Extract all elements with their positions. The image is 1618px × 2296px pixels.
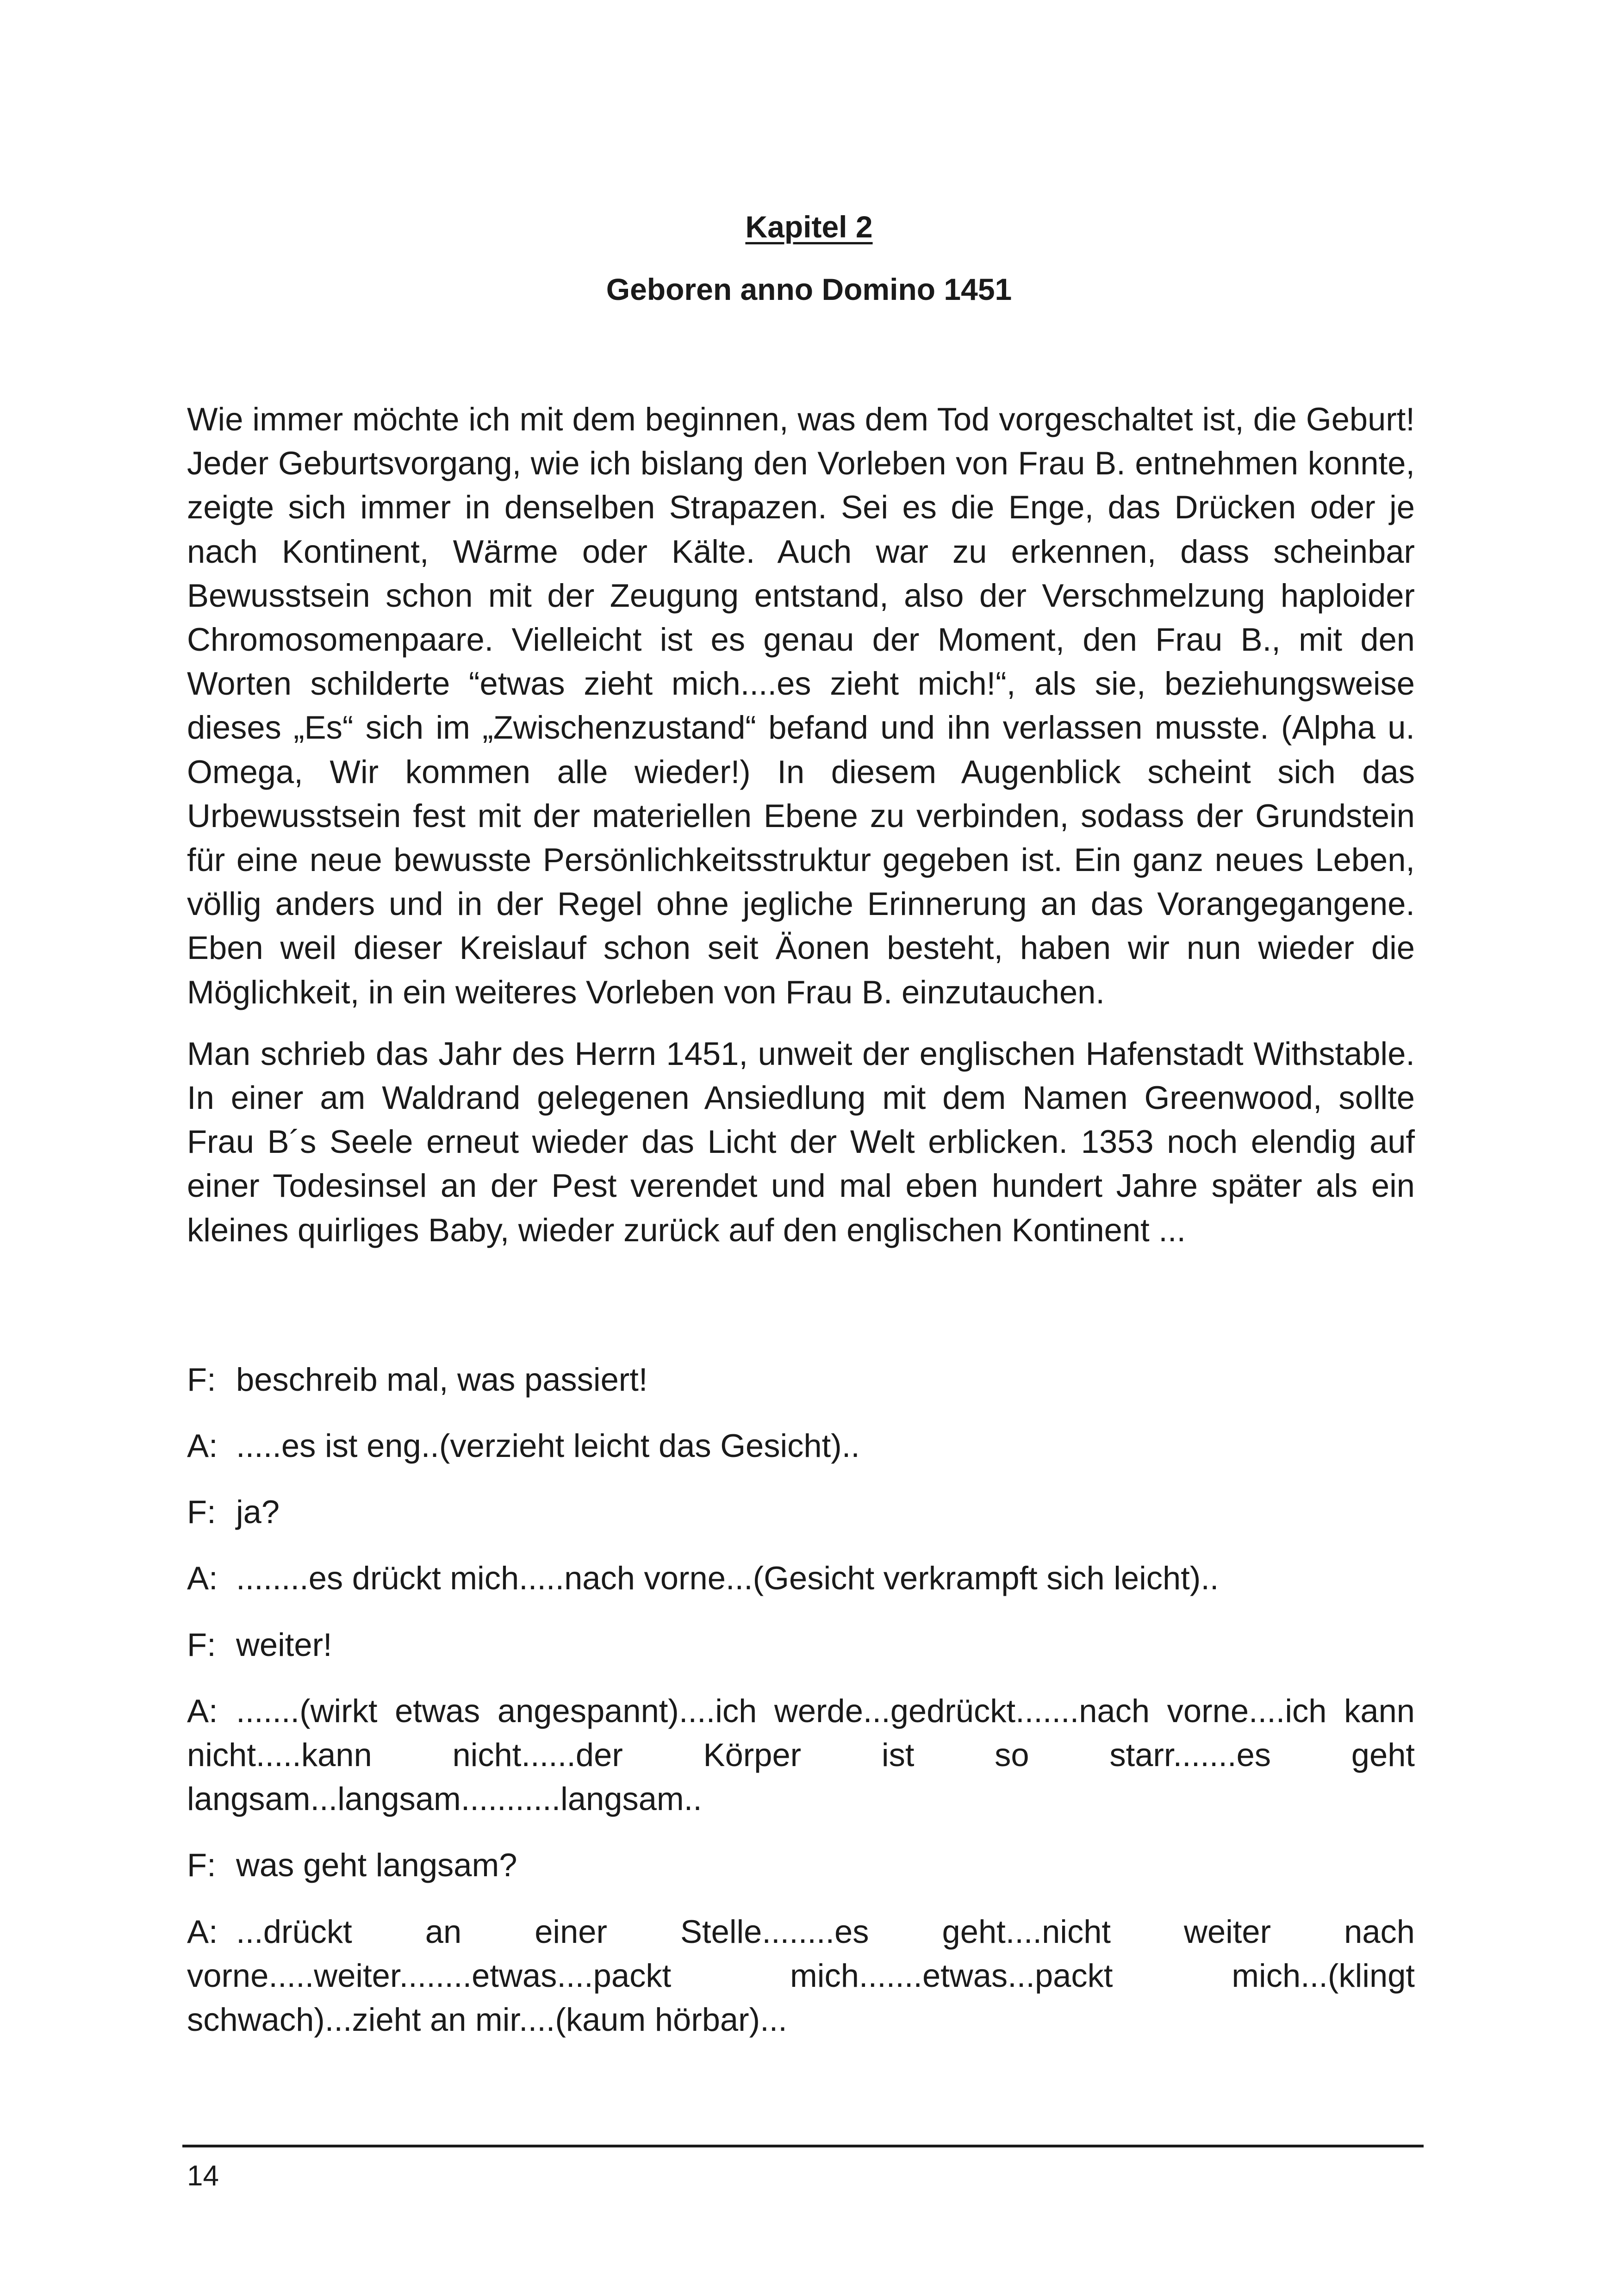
speaker-label: F: (187, 1493, 216, 1531)
dialogue-line (187, 1424, 1415, 1468)
speaker-label: F: (187, 1361, 216, 1398)
dialogue-line (187, 1689, 1415, 1821)
paragraph: Man schrieb das Jahr des Herrn 1451, unweit der englischen Hafenstadt Withstable. In einer am Waldrand gelegenen Ansiedlung mit dem Namen Greenwood, sollte Frau B´s Seele erneut wieder das Licht der Welt erblicken. 1353 noch elendig auf einer Todesinsel an der Pest verendet und mal eben hundert Jahre später als ein kleines quirliges Baby, wieder zurück auf den englischen Kontinent ... (187, 1035, 1415, 1248)
dialogue-line (187, 1843, 1415, 1887)
chapter-title: Kapitel 2 (745, 210, 873, 244)
chapter-subtitle: Geboren anno Domino 1451 (606, 272, 1012, 306)
speaker-label: A: (187, 1560, 218, 1597)
section-gap (187, 1269, 1415, 1357)
body-text (187, 397, 1415, 2064)
dialogue-text: ........es drückt mich.....nach vorne...(Gesicht verkrampft sich leicht).. (236, 1560, 1219, 1597)
dialogue-line (187, 1910, 1415, 2042)
dialogue-line (187, 1490, 1415, 1534)
dialogue-line (187, 1556, 1415, 1600)
dialogue-text: ...drückt an einer Stelle........es geht....nicht weiter nach vorne.....weiter........etwas....packt mich.......etwas...packt mich...(klingt schwach)...zieht an mir....(kaum hörbar)... (187, 1913, 1415, 2038)
footer-divider (182, 2145, 1424, 2147)
dialogue-text: .......(wirkt etwas angespannt)....ich werde...gedrückt.......nach vorne....ich kann nicht.....kann nicht......der Körper ist so starr.......es geht langsam...langsam...........langsam.. (187, 1692, 1415, 1817)
dialogue-text: weiter! (236, 1626, 332, 1663)
speaker-label: A: (187, 1427, 218, 1464)
dialogue-line (187, 1623, 1415, 1667)
dialogue-line (187, 1357, 1415, 1401)
speaker-label: A: (187, 1692, 218, 1729)
speaker-label: F: (187, 1626, 216, 1663)
dialogue-text: ja? (236, 1493, 280, 1531)
speaker-label: F: (187, 1847, 216, 1884)
page-number: 14 (187, 2160, 219, 2192)
dialogue-text: .....es ist eng..(verzieht leicht das Gesicht).. (236, 1427, 860, 1464)
dialogue-text: beschreib mal, was passiert! (236, 1361, 648, 1398)
dialogue-text: was geht langsam? (236, 1847, 517, 1884)
speaker-label: A: (187, 1913, 218, 1950)
paragraph: Wie immer möchte ich mit dem beginnen, was dem Tod vorgeschaltet ist, die Geburt! Jeder Geburtsvorgang, wie ich bislang den Vorleben von Frau B. entnehmen konnte, zeigte sich immer in denselben Strapazen. Sei es die Enge, das Drücken oder je nach Kontinent, Wärme oder Kälte. Auch war zu erkennen, dass scheinbar Bewusstsein schon mit der Zeugung entstand, also der Verschmelzung haploider Chromosomenpaare. Vielleicht ist es genau der Moment, den Frau B., mit den Worten schilderte “etwas zieht mich....es zieht mich!“, als sie, beziehungsweise dieses „Es“ sich im „Zwischenzustand“ befand und ihn verlassen musste. (Alpha u. Omega, Wir kommen alle wieder!) In diesem Augenblick scheint sich das Urbewusstsein fest mit der materiellen Ebene zu verbinden, sodass der Grundstein für eine neue bewusste Persönlichkeitsstruktur gegeben ist. Ein ganz neues Leben, völlig anders und in der Regel ohne jegliche Erinnerung an das Vorangegangene. Eben weil dieser Kreislauf schon seit Äonen besteht, haben wir nun wieder die Möglichkeit, in ein weiteres Vorleben von Frau B. einzutauchen. (187, 401, 1415, 1010)
